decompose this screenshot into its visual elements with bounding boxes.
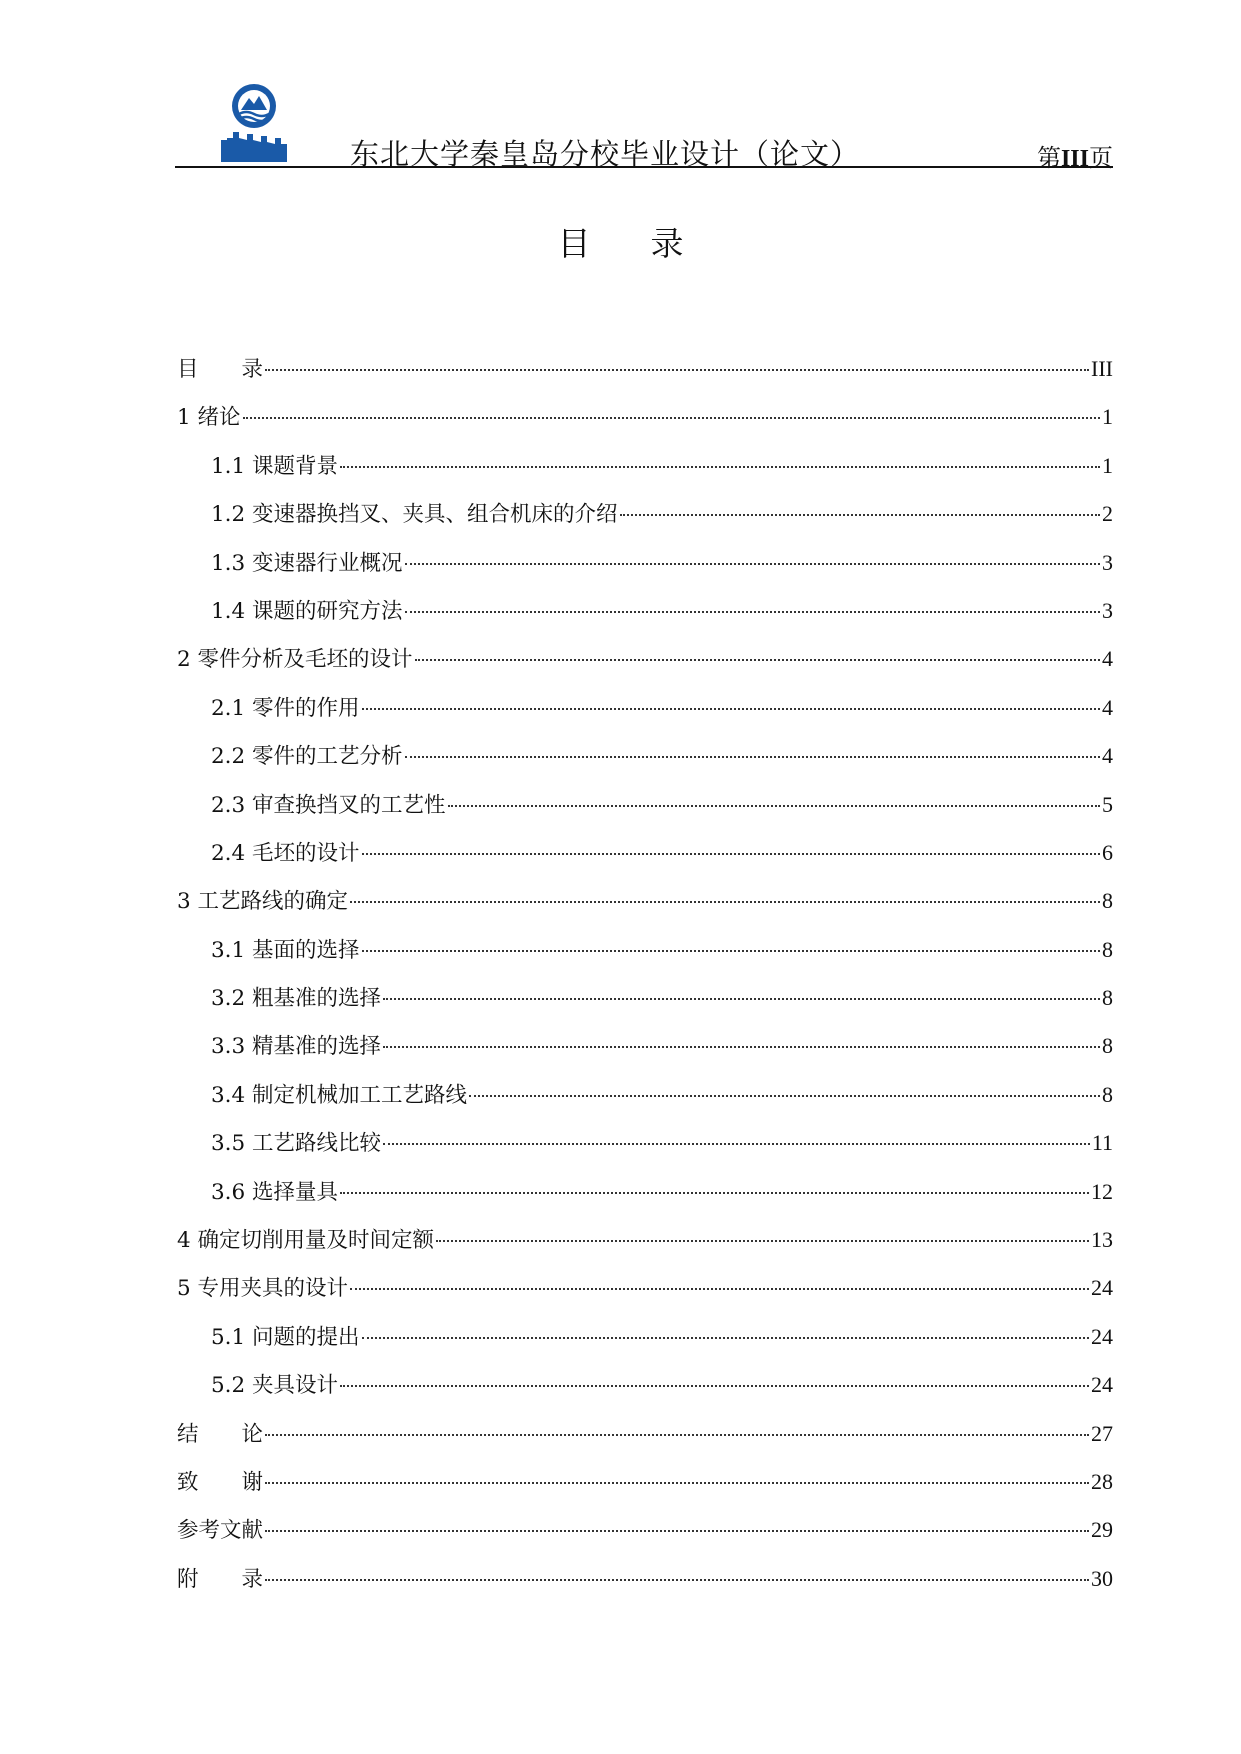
toc-entry-page: 1 bbox=[1102, 404, 1113, 430]
toc-entry-page: 24 bbox=[1091, 1372, 1113, 1398]
toc-leader-dots bbox=[469, 1095, 1100, 1097]
toc-entry[interactable] bbox=[177, 691, 1113, 739]
university-logo-icon bbox=[219, 80, 289, 162]
toc-entry-label: 1.4 课题的研究方法 bbox=[211, 598, 403, 624]
header-title: 东北大学秦皇岛分校毕业设计（论文） bbox=[350, 137, 861, 171]
toc-entry-label: 3.5 工艺路线比较 bbox=[211, 1131, 382, 1157]
toc-leader-dots bbox=[405, 611, 1100, 613]
toc-entry-page: 4 bbox=[1102, 743, 1113, 769]
toc-entry-label: 1 绪论 bbox=[177, 405, 241, 431]
toc-leader-dots bbox=[448, 805, 1100, 807]
toc-entry-page: 28 bbox=[1091, 1468, 1113, 1494]
toc-leader-dots bbox=[350, 1288, 1089, 1290]
toc-entry-label: 2.4 毛坯的设计 bbox=[211, 840, 360, 866]
toc-leader-dots bbox=[362, 853, 1100, 855]
toc-entry[interactable] bbox=[177, 933, 1113, 981]
toc-leader-dots bbox=[340, 1385, 1089, 1387]
toc-leader-dots bbox=[620, 514, 1100, 516]
toc-entry-page: 24 bbox=[1091, 1323, 1113, 1349]
toc-leader-dots bbox=[415, 659, 1100, 661]
toc-entry-page: 27 bbox=[1091, 1420, 1113, 1446]
toc-entry[interactable] bbox=[177, 497, 1113, 545]
toc-entry-page: 8 bbox=[1102, 985, 1113, 1011]
toc-entry-page: 5 bbox=[1102, 791, 1113, 817]
toc-entry-label: 3.3 精基准的选择 bbox=[211, 1034, 382, 1060]
toc-entry-label: 5.1 问题的提出 bbox=[211, 1324, 360, 1350]
toc-leader-dots bbox=[405, 563, 1100, 565]
toc-entry-label: 1.2 变速器换挡叉、夹具、组合机床的介绍 bbox=[211, 502, 618, 528]
header-page-number: 第III页 bbox=[1036, 144, 1113, 172]
toc-entry-page: 4 bbox=[1102, 646, 1113, 672]
toc-entry[interactable] bbox=[177, 1175, 1113, 1223]
toc-entry-page: 8 bbox=[1102, 936, 1113, 962]
toc-leader-dots bbox=[383, 1143, 1090, 1145]
page-header bbox=[175, 70, 1113, 170]
toc-entry[interactable] bbox=[177, 1562, 1113, 1610]
toc-entry[interactable] bbox=[177, 1223, 1113, 1271]
toc-title: 目录 bbox=[557, 224, 744, 263]
toc-entry-label: 3 工艺路线的确定 bbox=[177, 889, 349, 915]
toc-entry-label: 3.1 基面的选择 bbox=[211, 937, 360, 963]
toc-entry-page: 24 bbox=[1091, 1275, 1113, 1301]
table-of-contents bbox=[177, 352, 1113, 1610]
toc-entry[interactable] bbox=[177, 788, 1113, 836]
toc-leader-dots bbox=[265, 1482, 1089, 1484]
toc-entry-label: 4 确定切削用量及时间定额 bbox=[177, 1228, 435, 1254]
toc-entry-page: 8 bbox=[1102, 888, 1113, 914]
toc-entry-label: 3.2 粗基准的选择 bbox=[211, 986, 382, 1012]
toc-entry[interactable] bbox=[177, 1368, 1113, 1416]
toc-entry-page: 1 bbox=[1102, 452, 1113, 478]
toc-leader-dots bbox=[436, 1240, 1089, 1242]
toc-entry[interactable] bbox=[177, 1465, 1113, 1513]
toc-entry-label: 3.4 制定机械加工工艺路线 bbox=[211, 1082, 468, 1108]
toc-entry-label: 附 录 bbox=[177, 1566, 264, 1592]
toc-entry[interactable] bbox=[177, 884, 1113, 932]
toc-entry[interactable] bbox=[177, 1029, 1113, 1077]
toc-leader-dots bbox=[362, 708, 1100, 710]
toc-entry[interactable] bbox=[177, 642, 1113, 690]
toc-entry[interactable] bbox=[177, 400, 1113, 448]
toc-leader-dots bbox=[265, 1579, 1089, 1581]
toc-entry-page: 3 bbox=[1102, 549, 1113, 575]
toc-entry-label: 2.3 审查换挡叉的工艺性 bbox=[211, 792, 446, 818]
toc-leader-dots bbox=[362, 950, 1100, 952]
toc-entry-label: 参考文献 bbox=[177, 1518, 264, 1544]
toc-leader-dots bbox=[243, 417, 1100, 419]
toc-entry-label: 1.3 变速器行业概况 bbox=[211, 550, 403, 576]
toc-entry-page: 4 bbox=[1102, 694, 1113, 720]
toc-entry[interactable] bbox=[177, 546, 1113, 594]
toc-entry[interactable] bbox=[177, 1078, 1113, 1126]
toc-entry-page: 8 bbox=[1102, 1033, 1113, 1059]
toc-entry-page: 30 bbox=[1091, 1565, 1113, 1591]
toc-entry-page: 6 bbox=[1102, 839, 1113, 865]
toc-entry[interactable] bbox=[177, 352, 1113, 400]
toc-leader-dots bbox=[265, 1434, 1089, 1436]
toc-leader-dots bbox=[383, 1046, 1100, 1048]
toc-entry-label: 2.2 零件的工艺分析 bbox=[211, 744, 403, 770]
toc-leader-dots bbox=[340, 1192, 1089, 1194]
toc-entry-page: 8 bbox=[1102, 1081, 1113, 1107]
toc-entry-page: 29 bbox=[1091, 1517, 1113, 1543]
toc-entry-label: 5 专用夹具的设计 bbox=[177, 1276, 349, 1302]
toc-entry-page: 13 bbox=[1091, 1227, 1113, 1253]
toc-leader-dots bbox=[265, 369, 1089, 371]
toc-entry-page: 2 bbox=[1102, 501, 1113, 527]
toc-entry-page: 11 bbox=[1091, 1130, 1113, 1156]
toc-entry-label: 1.1 课题背景 bbox=[211, 453, 339, 479]
toc-entry-label: 目 录 bbox=[177, 357, 264, 382]
toc-entry[interactable] bbox=[177, 449, 1113, 497]
toc-entry-label: 致 谢 bbox=[177, 1469, 264, 1495]
toc-entry[interactable] bbox=[177, 739, 1113, 787]
toc-entry[interactable] bbox=[177, 1417, 1113, 1465]
toc-entry[interactable] bbox=[177, 981, 1113, 1029]
toc-entry-page: 12 bbox=[1091, 1178, 1113, 1204]
toc-entry-label: 结 论 bbox=[177, 1421, 264, 1447]
toc-leader-dots bbox=[340, 466, 1100, 468]
toc-entry-label: 5.2 夹具设计 bbox=[211, 1373, 339, 1399]
toc-entry[interactable] bbox=[177, 1271, 1113, 1319]
toc-entry-page: III bbox=[1091, 356, 1113, 381]
toc-entry-label: 2 零件分析及毛坯的设计 bbox=[177, 647, 413, 673]
toc-entry[interactable] bbox=[177, 836, 1113, 884]
header-rule bbox=[175, 166, 1113, 168]
toc-leader-dots bbox=[383, 998, 1100, 1000]
toc-entry[interactable] bbox=[177, 1126, 1113, 1174]
toc-leader-dots bbox=[350, 901, 1100, 903]
toc-leader-dots bbox=[405, 756, 1100, 758]
toc-entry[interactable] bbox=[177, 1513, 1113, 1561]
toc-leader-dots bbox=[362, 1337, 1089, 1339]
toc-entry-label: 2.1 零件的作用 bbox=[211, 695, 360, 721]
toc-entry[interactable] bbox=[177, 594, 1113, 642]
toc-entry-label: 3.6 选择量具 bbox=[211, 1179, 339, 1205]
toc-entry[interactable] bbox=[177, 1320, 1113, 1368]
toc-leader-dots bbox=[265, 1530, 1089, 1532]
toc-entry-page: 3 bbox=[1102, 597, 1113, 623]
